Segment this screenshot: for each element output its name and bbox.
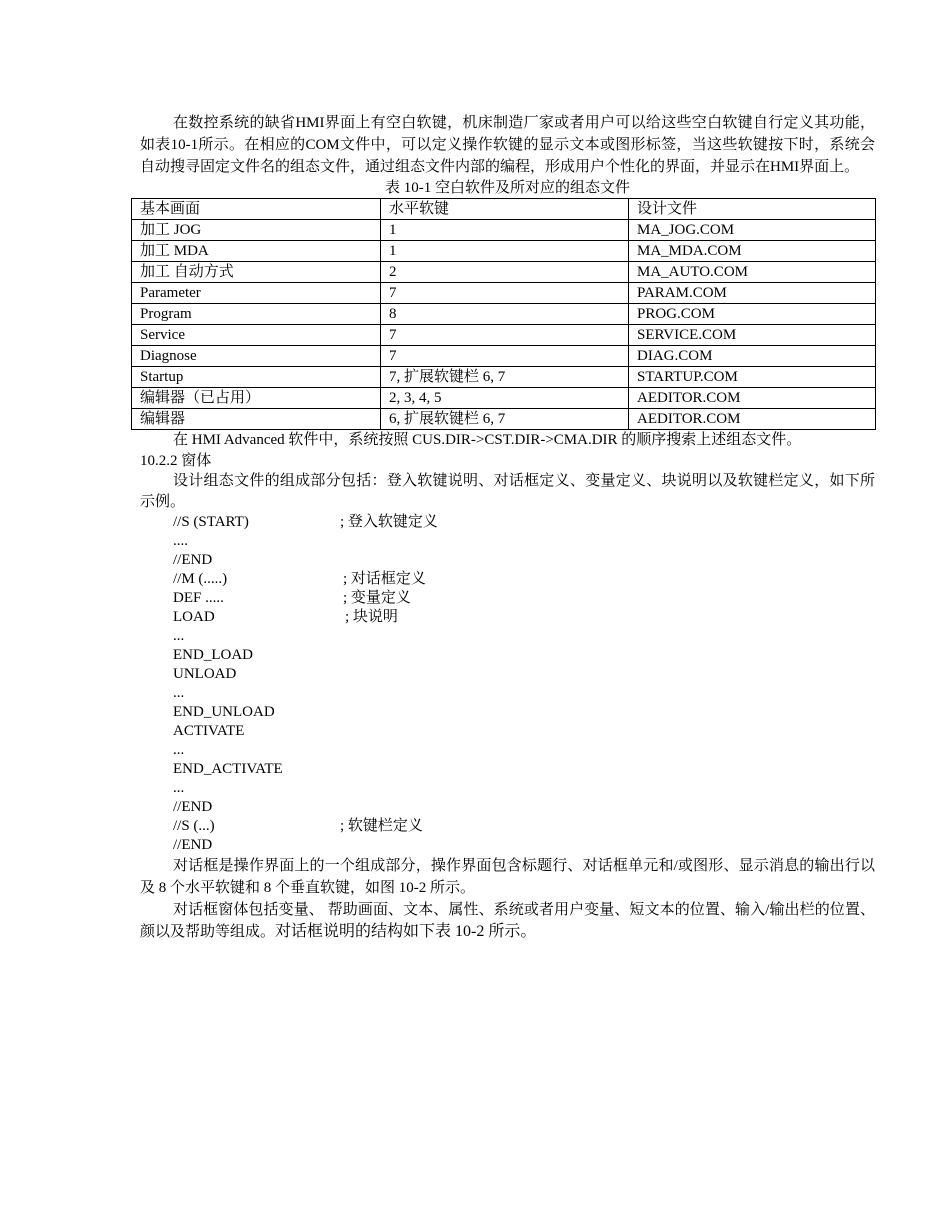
dialog-structure-text: 对话框说明的结构如下表 10-2 所示。 (275, 923, 537, 940)
table-cell: 2, 3, 4, 5 (381, 388, 629, 409)
code-line (173, 836, 875, 855)
table-header-cell: 设计文件 (629, 199, 876, 220)
code-text: ... (173, 628, 185, 644)
code-text: ACTIVATE (173, 723, 245, 739)
table-cell: Service (132, 325, 381, 346)
components-paragraph: 设计组态文件的组成部分包括：登入软键说明、对话框定义、变量定义、块说明以及软键栏定义，如下所示例。 (140, 473, 875, 510)
table-cell: Startup (132, 367, 381, 388)
code-comment: ; 登入软键定义 (340, 514, 438, 530)
code-listing (173, 513, 875, 855)
table-cell: 6, 扩展软键栏 6, 7 (381, 409, 629, 430)
code-text: //S (...) (173, 818, 215, 834)
table-row (132, 304, 876, 325)
table-cell: 1 (381, 241, 629, 262)
table-cell: Parameter (132, 283, 381, 304)
code-text: ... (173, 685, 185, 701)
code-line (173, 722, 875, 741)
code-text: //END (173, 799, 213, 815)
table-cell: 加工 JOG (132, 220, 381, 241)
code-text: ... (173, 780, 185, 796)
code-text: //S (START) (173, 514, 249, 530)
code-line (173, 779, 875, 798)
table-row (132, 262, 876, 283)
code-line (173, 551, 875, 570)
table-row (132, 346, 876, 367)
table-row (132, 388, 876, 409)
table-row (132, 220, 876, 241)
softkey-config-table (131, 198, 876, 430)
code-text: //END (173, 552, 213, 568)
table-cell: 7 (381, 283, 629, 304)
code-line (173, 665, 875, 684)
code-line (173, 817, 875, 836)
code-comment: ; 变量定义 (343, 590, 411, 606)
code-line (173, 684, 875, 703)
code-line (173, 608, 875, 627)
code-line (173, 741, 875, 760)
table-cell: Program (132, 304, 381, 325)
section-heading: 10.2.2 窗体 (140, 453, 212, 469)
table-cell: MA_AUTO.COM (629, 262, 876, 283)
table-cell: MA_MDA.COM (629, 241, 876, 262)
table-cell: 8 (381, 304, 629, 325)
table-cell: STARTUP.COM (629, 367, 876, 388)
table-caption: 表 10-1 空白软件及所对应的组态文件 (385, 180, 630, 196)
code-text: END_LOAD (173, 647, 253, 663)
table-cell: AEDITOR.COM (629, 409, 876, 430)
code-text: DEF ..... (173, 590, 224, 606)
table-cell: SERVICE.COM (629, 325, 876, 346)
table-cell: MA_JOG.COM (629, 220, 876, 241)
code-text: ... (173, 742, 185, 758)
table-cell: PROG.COM (629, 304, 876, 325)
table-cell: 编辑器（已占用） (132, 388, 381, 409)
code-text: .... (173, 533, 188, 549)
table-row (132, 325, 876, 346)
code-text: //M (.....) (173, 571, 228, 587)
search-order-paragraph: 在 HMI Advanced 软件中，系统按照 CUS.DIR->CST.DIR->CMA.DIR 的顺序搜索上述组态文件。 (173, 432, 802, 448)
table-row (132, 367, 876, 388)
code-text: //END (173, 837, 213, 853)
table-cell: PARAM.COM (629, 283, 876, 304)
document-page (140, 112, 875, 943)
table-cell: 编辑器 (132, 409, 381, 430)
table-header-cell: 水平软键 (381, 199, 629, 220)
code-text: END_ACTIVATE (173, 761, 283, 777)
code-line (173, 760, 875, 779)
table-cell: 加工 MDA (132, 241, 381, 262)
code-line (173, 627, 875, 646)
code-line (173, 570, 875, 589)
code-text: LOAD (173, 609, 215, 625)
table-cell: 1 (381, 220, 629, 241)
dialog-paragraph: 对话框是操作界面上的一个组成部分，操作界面包含标题行、对话框单元和/或图形、显示消息的输出行以及 8 个水平软键和 8 个垂直软键，如图 10-2 所示。 (140, 858, 875, 896)
code-comment: ; 软键栏定义 (340, 818, 423, 834)
table-cell: 2 (381, 262, 629, 283)
table-cell: 7, 扩展软键栏 6, 7 (381, 367, 629, 388)
dialog-window-text: 对话框窗体包括变量、 帮助画面、文本、属性、系统或者用户变量、短文本的位置、输入/输出栏的位置、颜以及帮助等组成。 (140, 902, 875, 940)
dialog-window-paragraph (140, 899, 875, 943)
code-text: END_UNLOAD (173, 704, 275, 720)
code-line (173, 589, 875, 608)
table-cell: DIAG.COM (629, 346, 876, 367)
code-comment: ; 对话框定义 (343, 571, 426, 587)
code-line (173, 703, 875, 722)
table-header-row (132, 199, 876, 220)
code-line (173, 646, 875, 665)
table-row (132, 283, 876, 304)
table-cell: 7 (381, 325, 629, 346)
table-header-cell: 基本画面 (132, 199, 381, 220)
intro-paragraph: 在数控系统的缺省HMI界面上有空白软键，机床制造厂家或者用户可以给这些空白软键自行定义其功能，如表10-1所示。在相应的COM文件中，可以定义操作软键的显示文本或图形标签，当这些软键按下时，系统会自动搜寻固定文件名的组态文件，通过组态文件内部的编程，形成用户个性化的界面，并显示在HMI界面上。 (140, 115, 875, 175)
table-cell: Diagnose (132, 346, 381, 367)
table-row (132, 241, 876, 262)
table-cell: AEDITOR.COM (629, 388, 876, 409)
code-comment: ; 块说明 (345, 609, 398, 625)
table-cell: 加工 自动方式 (132, 262, 381, 283)
table-cell: 7 (381, 346, 629, 367)
code-text: UNLOAD (173, 666, 237, 682)
code-line (173, 513, 875, 532)
code-line (173, 532, 875, 551)
code-line (173, 798, 875, 817)
table-row (132, 409, 876, 430)
